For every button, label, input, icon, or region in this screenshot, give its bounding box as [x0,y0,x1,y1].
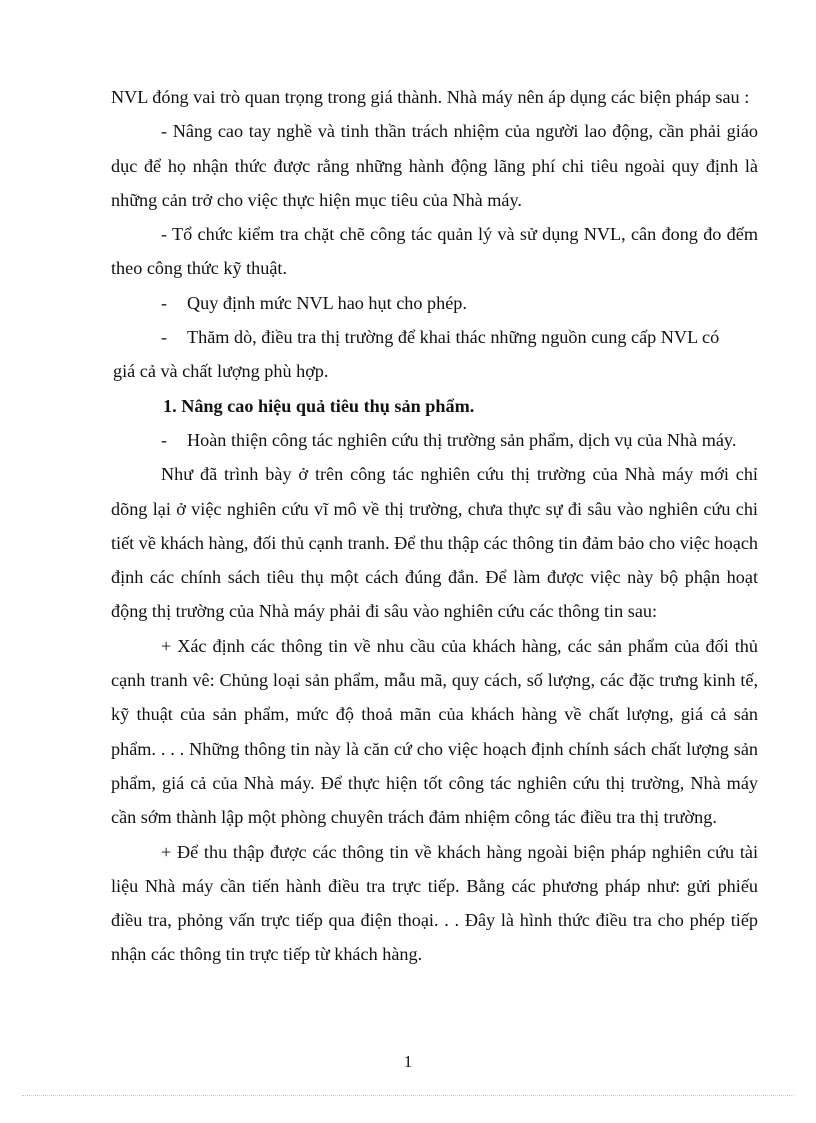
bullet-market-research [111,423,758,457]
section-heading: 1. Nâng cao hiệu quả tiêu thụ sản phẩm. [163,395,475,416]
paragraph-inspection: - Tổ chức kiểm tra chặt chẽ công tác quản lý và sử dụng NVL, cân đong đo đếm theo công thức kỹ thuật. [111,224,758,279]
paragraph-direct-survey: + Để thu thập được các thông tin về khách hàng ngoài biện pháp nghiên cứu tài liệu Nhà máy cần tiến hành điều tra trực tiếp. Bằng các phương pháp như: gửi phiếu điều tra, phỏng vấn trực tiếp qua điện thoại. . . Đây là hình thức điều tra cho phép tiếp nhận các thông tin trực tiếp từ khách hàng. [111,841,758,965]
bullet-market-survey [111,320,758,354]
bullet-text: Quy định mức NVL hao hụt cho phép. [187,292,467,313]
bullet-text: Hoàn thiện công tác nghiên cứu thị trường sản phẩm, dịch vụ của Nhà máy. [187,429,737,450]
bullet-text: Thăm dò, điều tra thị trường để khai thác những nguồn cung cấp NVL có [187,327,720,348]
paragraph-customer-needs: + Xác định các thông tin về nhu cầu của khách hàng, các sản phẩm của đối thủ cạnh tranh vê: Chủng loại sản phẩm, mẫu mã, quy cách, số lượng, các đặc trưng kinh tế, kỹ thuật của sản phẩm, mức độ thoả mãn của khách hàng về chất lượng, giá cả sản phẩm. . . . Những thông tin này là căn cứ cho việc hoạch định chính sách chất lượng sản phẩm, giá cả của Nhà máy. Để thực hiện tốt công tác nghiên cứu thị trường, Nhà máy cần sớm thành lập một phòng chuyên trách đảm nhiệm công tác điều tra thị trường. [111,635,758,828]
bullet-dash: - [161,429,168,450]
paragraph-nvl-intro: NVL đóng vai trò quan trọng trong giá thành. Nhà máy nên áp dụng các biện pháp sau : [111,87,750,107]
paragraph-research-details: Như đã trình bày ở trên công tác nghiên cứu thị trường của Nhà máy mới chỉ dõng lại ở việc nghiên cứu vĩ mô về thị trường, chưa thực sự đi sâu vào nghiên cứu chi tiết về khách hàng, đối thủ cạnh tranh. Để thu thập các thông tin đảm bảo cho việc hoạch định các chính sách tiêu thụ một cách đúng đắn. Để làm được việc này bộ phận hoạt động thị trường của Nhà máy phải đi sâu vào nghiên cứu các thông tin sau: [111,464,758,622]
body-text [111,80,758,972]
bullet-dash: - [161,292,168,313]
bullet-loss-rate [111,286,758,320]
bullet-dash: - [161,327,168,348]
paragraph-skill-improvement: - Nâng cao tay nghề và tinh thần trách nhiệm của người lao động, cần phải giáo dục để họ nhận thức được rằng những hành động lãng phí chi tiêu ngoài quy định là những cản trở cho việc thực hiện mục tiêu của Nhà máy. [111,121,758,210]
page-number: 1 [403,1052,413,1071]
footer-divider [22,1095,794,1096]
paragraph-continuation: giá cả và chất lượng phù hợp. [113,361,329,382]
